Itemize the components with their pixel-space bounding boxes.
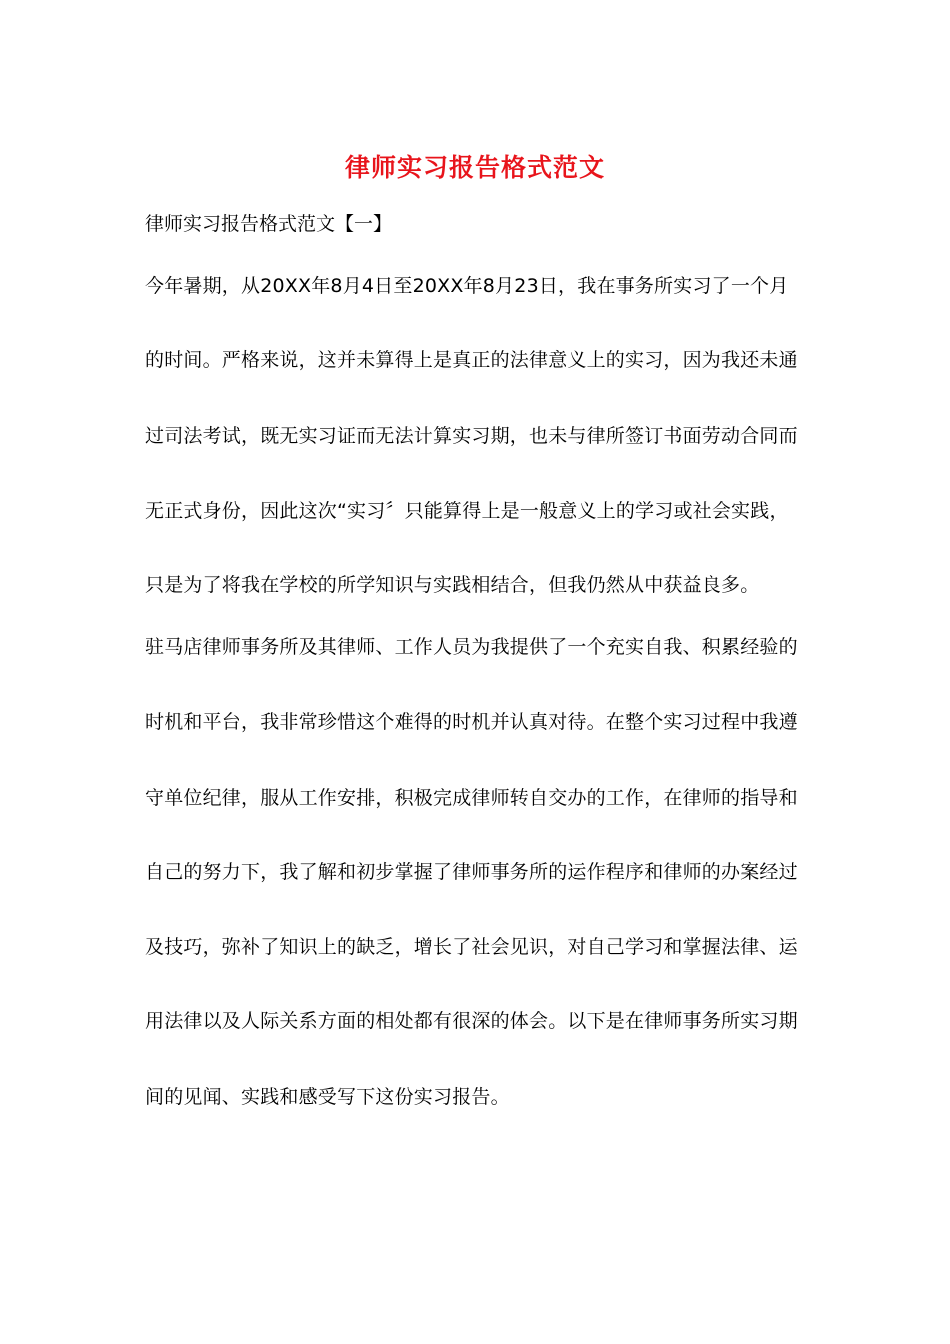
- paragraph-1-line-3: 过司法考试，既无实习证而无法计算实习期，也未与律所签订书面劳动合同而: [145, 425, 798, 447]
- paragraph-1-line-2: 的时间。严格来说，这并未算得上是真正的法律意义上的实习，因为我还未通: [145, 349, 798, 371]
- paragraph-1-line-5: 只是为了将我在学校的所学知识与实践相结合，但我仍然从中获益良多。: [145, 574, 760, 596]
- paragraph-2-line-6: 用法律以及人际关系方面的相处都有很深的体会。以下是在律师事务所实习期: [145, 1010, 798, 1032]
- paragraph-2-line-7: 间的见闻、实践和感受写下这份实习报告。: [145, 1086, 510, 1108]
- paragraph-2-line-3: 守单位纪律，服从工作安排，积极完成律师转自交办的工作，在律师的指导和: [145, 787, 798, 809]
- paragraph-2-line-5: 及技巧，弥补了知识上的缺乏，增长了社会见识，对自己学习和掌握法律、运: [145, 936, 798, 958]
- paragraph-1-line-1: 今年暑期，从20XX年8月4日至20XX年8月23日，我在事务所实习了一个月: [145, 275, 789, 297]
- paragraph-2-line-1: 驻马店律师事务所及其律师、工作人员为我提供了一个充实自我、积累经验的: [145, 636, 798, 658]
- document-title: 律师实习报告格式范文: [344, 153, 605, 182]
- section-heading: 律师实习报告格式范文【一】: [145, 213, 393, 235]
- paragraph-2-line-2: 时机和平台，我非常珍惜这个难得的时机并认真对待。在整个实习过程中我遵: [145, 711, 798, 733]
- paragraph-2-line-4: 自己的努力下，我了解和初步掌握了律师事务所的运作程序和律师的办案经过: [145, 861, 798, 883]
- paragraph-1-line-4: 无正式身份，因此这次“实习〞只能算得上是一般意义上的学习或社会实践，: [145, 500, 789, 522]
